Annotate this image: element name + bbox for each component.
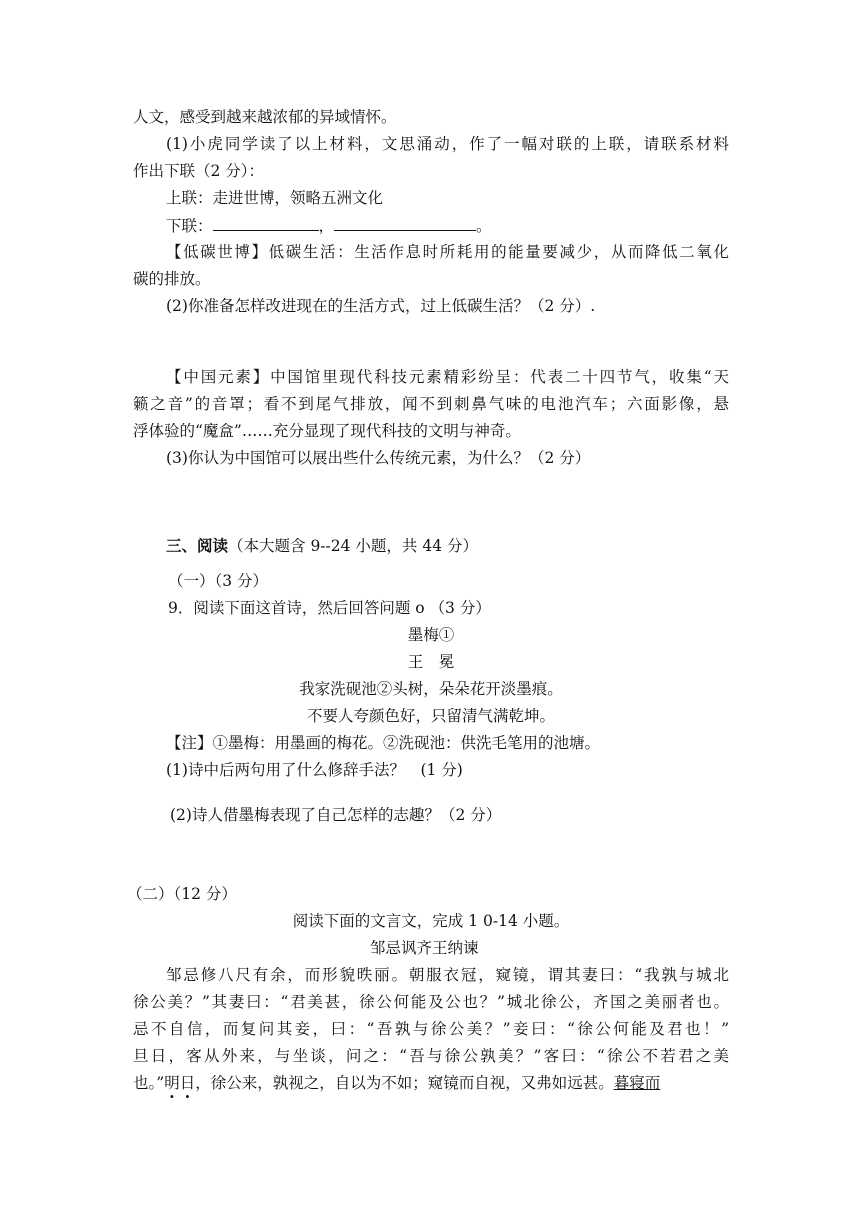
text-segment: ，徐公来，孰视之，自以为不如；窥镜而自视，又弗如远甚。 [195,1074,614,1092]
classical-text-line-1: 邹忌修八尺有余，而形貌昳丽。朝服衣冠，窥镜，谓其妻曰：“我孰与城北 [166,966,729,984]
lower-couplet-comma: ， [318,217,335,235]
china-element-line-1: 【中国元素】中国馆里现代科技元素精彩纷呈：代表二十四节气，收集“天 [166,368,729,386]
china-element-line-2: 籁之音”的音罩；看不到尾气排放，闻不到刺鼻气味的电池汽车；六面影像，悬 [133,395,729,413]
underlined-phrase: 暮寝而 [613,1074,661,1092]
classical-text-title: 邹忌讽齐王纳谏 [370,939,479,957]
question-1-line-1: (1)小虎同学读了以上材料，文思涌动，作了一幅对联的上联，请联系材料 [166,135,729,153]
question-9: 9．阅读下面这首诗，然后回答问题 o （3 分） [168,599,491,617]
question-3: (3)你认为中国馆可以展出些什么传统元素，为什么？（2 分） [166,449,591,467]
part-2-instruction: 阅读下面的文言文，完成 1 0-14 小题。 [292,912,570,930]
poem-line-1: 我家洗砚池②头树，朵朵花开淡墨痕。 [299,680,563,698]
answer-blank-2[interactable] [334,214,476,231]
question-2: (2)你准备怎样改进现在的生活方式，过上低碳生活？（2 分）. [166,297,596,315]
poem-note: 【注】①墨梅：用墨画的梅花。②洗砚池：供洗毛笔用的池塘。 [166,734,601,752]
classical-text-line-4: 旦日，客从外来，与坐谈，问之：“吾与徐公孰美？”客曰：“徐公不若君之美 [133,1047,729,1065]
question-9-1: (1)诗中后两句用了什么修辞手法？ (1 分) [166,761,463,779]
part-2-label: （二）（12 分） [127,885,237,903]
question-9-2: (2)诗人借墨梅表现了自己怎样的志趣？（2 分） [170,806,502,824]
lower-couplet-end: 。 [476,217,492,235]
poem-line-2: 不要人夸颜色好，只留清气满乾坤。 [306,707,555,725]
upper-couplet: 上联：走进世博，领略五洲文化 [166,189,384,207]
emphasis-dotted-char: 日 [179,1074,196,1092]
text-segment: 也。” [133,1074,165,1092]
section-3-heading [166,535,478,557]
classical-text-line-3: 忌不自信，而复问其妾，曰：“吾孰与徐公美？”妾曰：“徐公何能及君也！” [133,1020,729,1038]
poem-author: 王 冕 [407,653,455,671]
emphasis-dotted-char: 明 [164,1074,180,1092]
low-carbon-line-1: 【低碳世博】低碳生活：生活作息时所耗用的能量要减少，从而降低二氧化 [166,243,729,261]
answer-blank-1[interactable] [213,214,319,231]
section-3-note: （本大题含 9--24 小题，共 44 分） [228,537,479,555]
lower-couplet [166,214,492,237]
text-line: 人文，感受到越来越浓郁的异域情怀。 [133,108,397,126]
classical-text-line-5 [133,1072,729,1094]
poem-title: 墨梅① [407,626,455,644]
low-carbon-line-2: 碳的排放。 [133,270,211,288]
question-1-line-2: 作出下联（2 分）： [133,162,265,180]
lower-couplet-label: 下联： [166,217,213,235]
section-3-title: 三、阅读 [166,536,229,555]
part-1-label: （一）（3 分） [168,572,269,590]
china-element-line-3: 浮体验的“魔盒”……充分显现了现代科技的文明与神奇。 [133,422,521,440]
classical-text-line-2: 徐公美？”其妻曰：“君美甚，徐公何能及公也？”城北徐公，齐国之美丽者也。 [133,993,729,1011]
